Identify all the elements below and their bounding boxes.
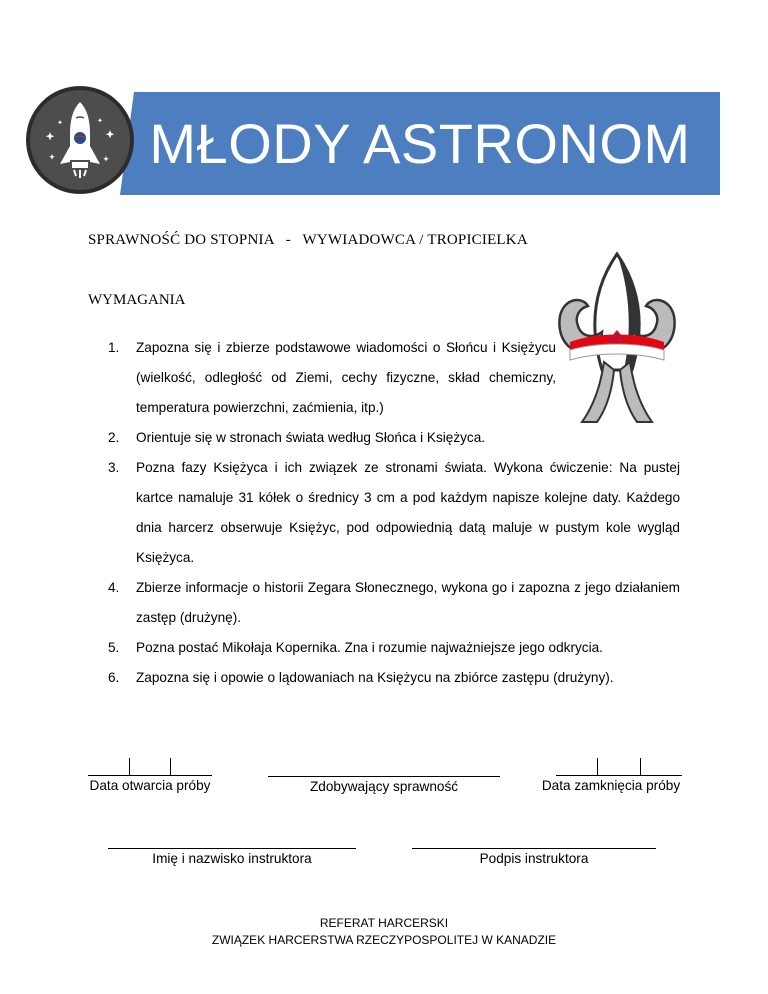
instructor-name-label: Imię i nazwisko instruktora (152, 851, 312, 866)
list-item: 4. Zbierze informacje o historii Zegara Słonecznego, wykona go i zapozna z jego działaniem zastęp (drużynę). (108, 580, 680, 625)
footer (0, 915, 768, 949)
instructor-signature-field[interactable] (412, 830, 656, 866)
list-item: 2. Orientuje się w stronach świata według Słońca i Księżyca. (108, 430, 486, 445)
earner-label: Zdobywający sprawność (309, 779, 459, 794)
open-date-field[interactable] (88, 758, 212, 793)
list-item: 6. Zapozna się i opowie o lądowaniach na Księżycu na zbiórce zastępu (drużyny). (108, 670, 614, 685)
requirements-list (108, 333, 680, 693)
earner-signature-field[interactable] (268, 758, 500, 794)
open-date-label: Data otwarcia próby (89, 778, 211, 793)
requirements-heading: WYMAGANIA (88, 292, 186, 308)
list-item: 3. Pozna fazy Księżyca i ich związek ze stronami świata. Wykona ćwiczenie: Na pustej kartce namaluje 31 kółek o średnicy 3 cm a pod każdym napisze kolejne daty. Każdego dnia harcerz obserwuje Księżyc, pod odpowiednią datą maluje w pustym kole wygląd Księżyca. (108, 460, 680, 565)
close-date-field[interactable] (540, 758, 682, 793)
instructor-signature-label: Podpis instruktora (479, 851, 589, 866)
space-shuttle-badge-icon (26, 86, 134, 194)
footer-line-1: REFERAT HARCERSKI (319, 916, 449, 930)
list-item: 5. Pozna postać Mikołaja Kopernika. Zna i rozumie najważniejsze jego odkrycia. (108, 640, 603, 655)
close-date-label: Data zamknięcia próby (541, 778, 681, 793)
footer-line-2: ZWIĄZEK HARCERSTWA RZECZYPOSPOLITEJ W KANADZIE (211, 933, 557, 947)
page-title: MŁODY ASTRONOM (149, 112, 691, 175)
list-item: 1. Zapozna się i zbierze podstawowe wiadomości o Słońcu i Księżycu (wielkość, odległość od Ziemi, cechy fizyczne, skład chemiczny, temperatura powierzchni, zaćmienia, itp.) (108, 340, 556, 415)
instructor-name-field[interactable] (108, 830, 356, 866)
badge-level-subtitle: SPRAWNOŚĆ DO STOPNIA - WYWIADOWCA / TROPICIELKA (88, 232, 528, 248)
